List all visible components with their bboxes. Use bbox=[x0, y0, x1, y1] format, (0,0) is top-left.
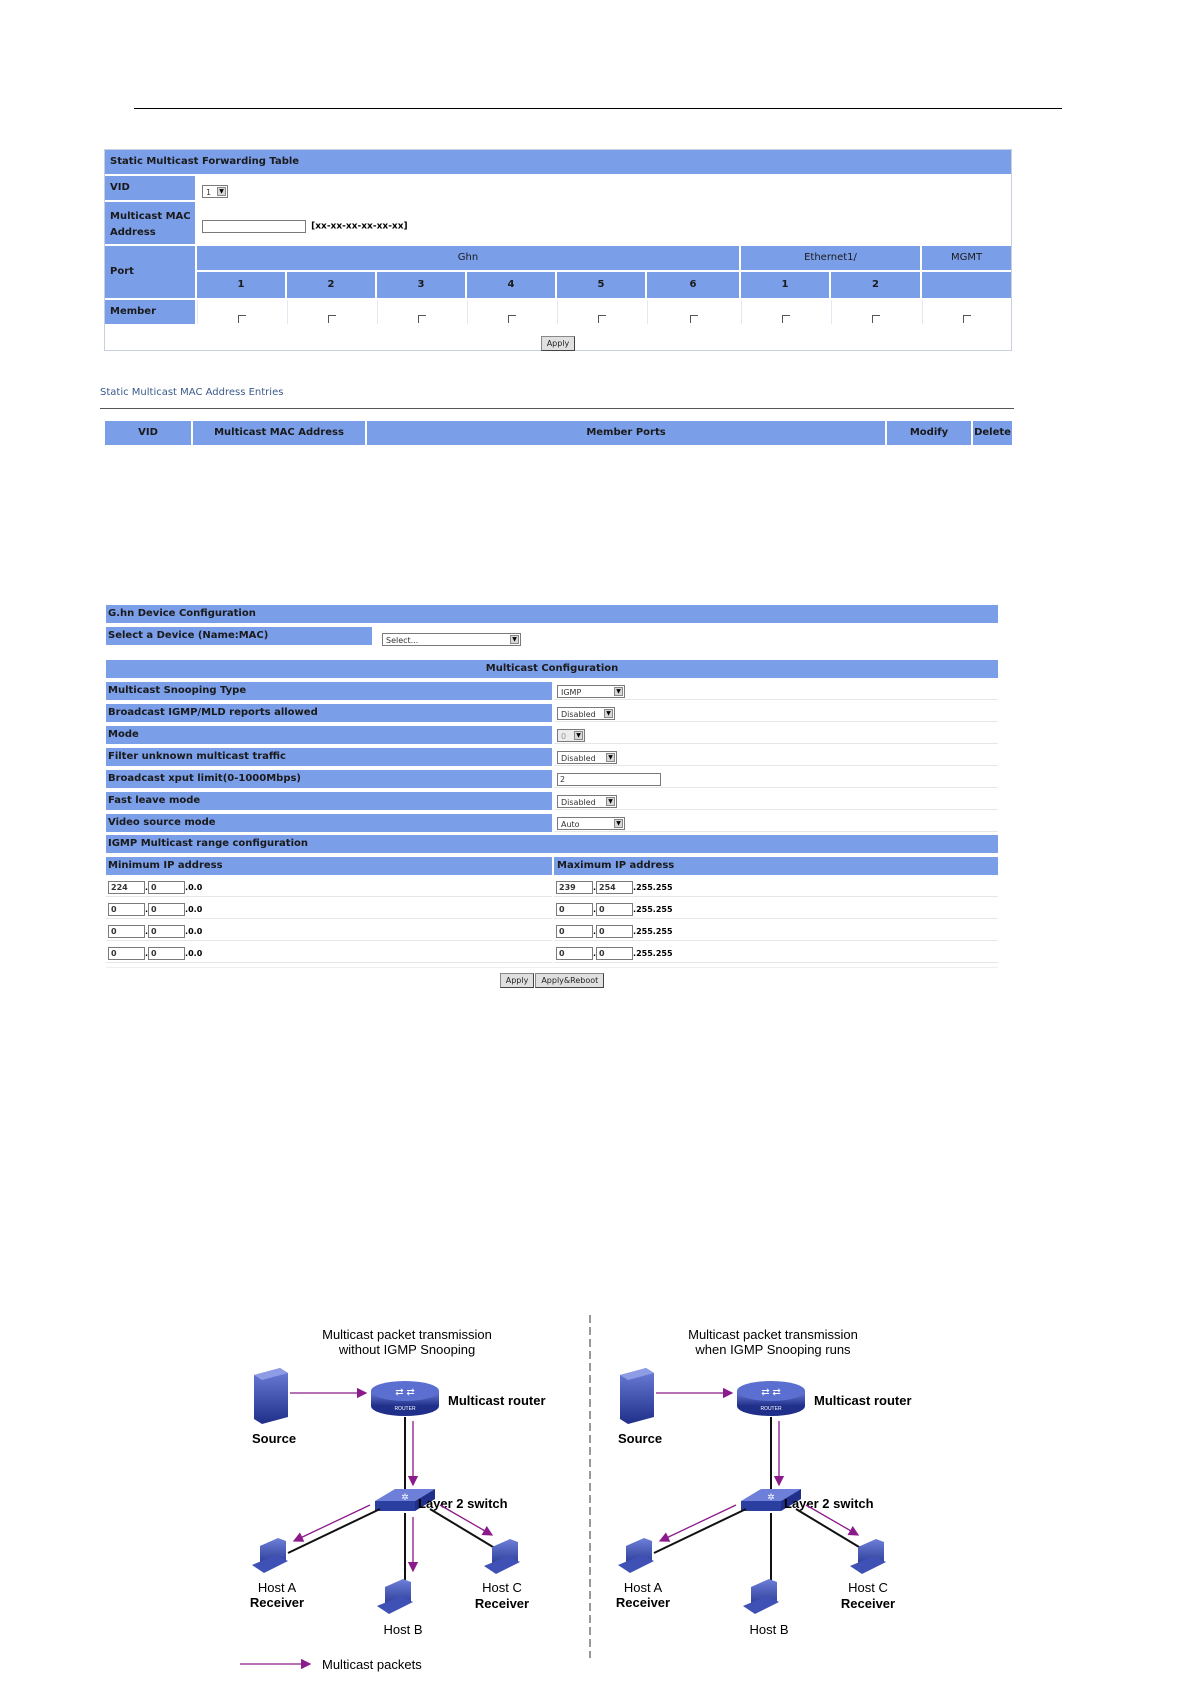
left-router-label: Multicast router bbox=[448, 1393, 546, 1408]
chevron-down-icon: ▼ bbox=[510, 635, 519, 644]
left-hostA-receiver: Receiver bbox=[249, 1595, 305, 1610]
min-ip-octet1-input[interactable]: 0 bbox=[108, 947, 145, 960]
min-ip-octet1-input[interactable]: 0 bbox=[108, 903, 145, 916]
config-select[interactable] bbox=[557, 751, 617, 764]
vid-label: VID bbox=[105, 176, 195, 200]
right-hostA-label: Host A bbox=[623, 1580, 663, 1595]
select-device-value: Select... bbox=[386, 636, 419, 645]
ghn-apply-button[interactable]: Apply bbox=[500, 973, 535, 988]
config-label: Fast leave mode bbox=[106, 792, 552, 810]
member-cell-6 bbox=[741, 300, 829, 324]
config-value-cell bbox=[554, 748, 998, 766]
left-hostA-label: Host A bbox=[257, 1580, 297, 1595]
legend-label: Multicast packets bbox=[322, 1657, 422, 1672]
ip-dot: . bbox=[593, 883, 597, 892]
chevron-down-icon: ▼ bbox=[614, 687, 623, 696]
config-label: Broadcast xput limit(0-1000Mbps) bbox=[106, 770, 552, 788]
right-title-2: when IGMP Snooping runs bbox=[695, 1342, 851, 1357]
col-mac: Multicast MAC Address bbox=[193, 421, 365, 445]
config-label: Mode bbox=[106, 726, 552, 744]
member-label: Member bbox=[105, 300, 195, 324]
right-router-label: Multicast router bbox=[814, 1393, 912, 1408]
ip-dot: . bbox=[145, 905, 149, 914]
mac-address-input[interactable] bbox=[202, 220, 306, 233]
max-ip-cell bbox=[554, 945, 998, 963]
config-value-cell bbox=[554, 814, 998, 832]
chevron-down-icon: ▼ bbox=[606, 753, 615, 762]
config-select-value: Disabled bbox=[561, 798, 596, 807]
max-ip-cell bbox=[554, 879, 998, 897]
group-mgmt: MGMT bbox=[922, 246, 1011, 270]
left-title-1: Multicast packet transmission bbox=[322, 1327, 492, 1342]
panel-title: Static Multicast Forwarding Table bbox=[105, 150, 1011, 174]
right-hostC-label: Host C bbox=[848, 1580, 888, 1595]
config-value-cell bbox=[554, 770, 998, 788]
max-ip-suffix: .255.255 bbox=[633, 905, 673, 914]
host-a-icon bbox=[252, 1538, 288, 1573]
max-ip-octet1-input[interactable]: 0 bbox=[556, 947, 593, 960]
arrow-switch-hostA bbox=[660, 1505, 736, 1541]
min-ip-suffix: .0.0 bbox=[185, 905, 203, 914]
left-hostB-label: Host B bbox=[383, 1622, 423, 1637]
group-ghn: Ghn bbox=[197, 246, 739, 270]
min-ip-suffix: .0.0 bbox=[185, 883, 203, 892]
left-switch-label: Layer 2 switch bbox=[418, 1496, 508, 1511]
link-switch-hostC bbox=[796, 1509, 864, 1550]
min-ip-octet2-input[interactable]: 0 bbox=[148, 881, 185, 894]
config-select-value: Disabled bbox=[561, 754, 596, 763]
member-checkbox-3[interactable] bbox=[508, 315, 516, 323]
multicast-config-header: Multicast Configuration bbox=[106, 660, 998, 678]
max-ip-octet2-input[interactable]: 0 bbox=[596, 925, 633, 938]
config-label: Video source mode bbox=[106, 814, 552, 832]
config-label: Broadcast IGMP/MLD reports allowed bbox=[106, 704, 552, 722]
host-a-icon bbox=[618, 1538, 654, 1573]
igmp-range-header: IGMP Multicast range configuration bbox=[106, 835, 998, 853]
group-ethernet: Ethernet1/ bbox=[741, 246, 920, 270]
page-header-rule bbox=[134, 108, 1062, 109]
config-row bbox=[106, 748, 998, 768]
apply-reboot-button[interactable]: Apply&Reboot bbox=[535, 973, 604, 988]
member-checkbox-4[interactable] bbox=[598, 315, 606, 323]
config-select[interactable] bbox=[557, 817, 625, 830]
host-b-icon bbox=[743, 1579, 779, 1614]
left-hostC-label: Host C bbox=[482, 1580, 522, 1595]
config-row bbox=[106, 770, 998, 790]
min-ip-suffix: .0.0 bbox=[185, 949, 203, 958]
config-select[interactable] bbox=[557, 795, 617, 808]
member-checkbox-7[interactable] bbox=[872, 315, 880, 323]
max-ip-octet1-input[interactable]: 239 bbox=[556, 881, 593, 894]
port-number-8 bbox=[922, 272, 1011, 298]
arrow-switch-hostA bbox=[294, 1505, 370, 1541]
config-value-cell bbox=[554, 726, 998, 744]
router-icon bbox=[371, 1381, 439, 1416]
left-title-2: without IGMP Snooping bbox=[338, 1342, 476, 1357]
mac-format-hint: [xx-xx-xx-xx-xx-xx] bbox=[311, 221, 408, 232]
ip-dot: . bbox=[593, 905, 597, 914]
vid-select[interactable] bbox=[202, 185, 228, 198]
max-ip-cell bbox=[554, 923, 998, 941]
port-number-5: 6 bbox=[647, 272, 739, 298]
port-number-4: 5 bbox=[557, 272, 645, 298]
chevron-down-icon: ▼ bbox=[606, 797, 615, 806]
min-ip-cell bbox=[106, 945, 552, 963]
select-device-label: Select a Device (Name:MAC) bbox=[106, 627, 372, 645]
source-server-icon bbox=[254, 1368, 288, 1424]
ghn-config-title: G.hn Device Configuration bbox=[106, 605, 998, 623]
port-number-0: 1 bbox=[197, 272, 285, 298]
max-ip-suffix: .255.255 bbox=[633, 883, 673, 892]
max-ip-suffix: .255.255 bbox=[633, 927, 673, 936]
vid-cell bbox=[197, 176, 1011, 200]
config-value-cell bbox=[554, 704, 998, 722]
min-ip-octet2-input[interactable]: 0 bbox=[148, 947, 185, 960]
max-ip-octet1-input[interactable]: 0 bbox=[556, 925, 593, 938]
col-modify: Modify bbox=[887, 421, 971, 445]
max-ip-octet2-input[interactable]: 0 bbox=[596, 947, 633, 960]
static-multicast-forwarding-panel bbox=[104, 149, 1012, 351]
member-cell-8 bbox=[922, 300, 1011, 324]
member-checkbox-6[interactable] bbox=[782, 315, 790, 323]
config-select-value: Auto bbox=[561, 820, 580, 829]
max-ip-octet1-input[interactable]: 0 bbox=[556, 903, 593, 916]
ghn-apply-row bbox=[106, 967, 998, 986]
col-vid: VID bbox=[105, 421, 191, 445]
ip-dot: . bbox=[593, 927, 597, 936]
min-ip-octet1-input[interactable]: 0 bbox=[108, 925, 145, 938]
member-checkbox-8[interactable] bbox=[963, 315, 971, 323]
max-ip-octet2-input[interactable]: 0 bbox=[596, 903, 633, 916]
select-device-dropdown[interactable] bbox=[382, 633, 521, 646]
chevron-down-icon: ▼ bbox=[217, 187, 226, 196]
right-switch-label: Layer 2 switch bbox=[784, 1496, 874, 1511]
chevron-down-icon: ▼ bbox=[614, 819, 623, 828]
igmp-snooping-diagram bbox=[230, 1313, 950, 1685]
ip-dot: . bbox=[145, 949, 149, 958]
config-label: Filter unknown multicast traffic bbox=[106, 748, 552, 766]
min-ip-cell bbox=[106, 901, 552, 919]
min-ip-cell bbox=[106, 879, 552, 897]
config-label: Multicast Snooping Type bbox=[106, 682, 552, 700]
mac-label-line2: Address bbox=[110, 227, 156, 238]
config-value-cell bbox=[554, 682, 998, 700]
chevron-down-icon: ▼ bbox=[604, 709, 613, 718]
min-ip-octet2-input[interactable]: 0 bbox=[148, 903, 185, 916]
config-select[interactable] bbox=[557, 707, 615, 720]
svg-text:⇄ ⇄: ⇄ ⇄ bbox=[395, 1387, 415, 1398]
port-number-7: 2 bbox=[831, 272, 920, 298]
min-ip-label: Minimum IP address bbox=[106, 857, 552, 875]
mac-label-line1: Multicast MAC bbox=[110, 211, 191, 222]
member-cell-4 bbox=[557, 300, 645, 324]
xput-limit-input[interactable]: 2 bbox=[557, 773, 661, 786]
col-member-ports: Member Ports bbox=[367, 421, 885, 445]
mac-label bbox=[105, 202, 195, 244]
left-hostC-receiver: Receiver bbox=[474, 1596, 530, 1611]
host-b-icon bbox=[377, 1579, 413, 1614]
router-badge: ROUTER bbox=[394, 1406, 416, 1412]
min-ip-octet2-input[interactable]: 0 bbox=[148, 925, 185, 938]
link-switch-hostA bbox=[654, 1509, 746, 1553]
min-ip-cell bbox=[106, 923, 552, 941]
member-checkbox-1[interactable] bbox=[328, 315, 336, 323]
range-row bbox=[106, 945, 998, 965]
entries-title-rule bbox=[100, 408, 1014, 409]
range-row bbox=[106, 901, 998, 921]
max-ip-suffix: .255.255 bbox=[633, 949, 673, 958]
chevron-down-icon: ▼ bbox=[574, 731, 583, 740]
config-select bbox=[557, 729, 585, 742]
router-badge: ROUTER bbox=[760, 1406, 782, 1412]
config-row bbox=[106, 726, 998, 746]
config-row bbox=[106, 792, 998, 812]
member-cell-1 bbox=[287, 300, 375, 324]
ip-dot: . bbox=[593, 949, 597, 958]
right-hostB-label: Host B bbox=[749, 1622, 789, 1637]
config-select[interactable] bbox=[557, 685, 625, 698]
config-row bbox=[106, 704, 998, 724]
ip-dot: . bbox=[145, 883, 149, 892]
member-cell-7 bbox=[831, 300, 920, 324]
member-cell-3 bbox=[467, 300, 555, 324]
link-switch-hostA bbox=[288, 1509, 380, 1553]
mac-cell bbox=[197, 202, 1011, 244]
ghn-device-config-panel bbox=[106, 605, 998, 985]
member-checkbox-5[interactable] bbox=[690, 315, 698, 323]
diagram-svg bbox=[230, 1313, 950, 1685]
max-ip-octet2-input[interactable]: 254 bbox=[596, 881, 633, 894]
entries-header bbox=[105, 421, 1012, 445]
port-number-1: 2 bbox=[287, 272, 375, 298]
port-number-6: 1 bbox=[741, 272, 829, 298]
port-label: Port bbox=[105, 246, 195, 298]
svg-text:✲: ✲ bbox=[767, 1492, 775, 1502]
col-delete: Delete bbox=[973, 421, 1012, 445]
config-select-value: Disabled bbox=[561, 710, 596, 719]
max-ip-label: Maximum IP address bbox=[554, 857, 998, 875]
select-device-cell bbox=[374, 627, 998, 645]
config-row bbox=[106, 682, 998, 702]
range-row bbox=[106, 879, 998, 899]
entries-title: Static Multicast MAC Address Entries bbox=[100, 387, 284, 398]
apply-row bbox=[105, 326, 1011, 350]
right-source-label: Source bbox=[618, 1431, 663, 1446]
min-ip-suffix: .0.0 bbox=[185, 927, 203, 936]
vid-select-value: 1 bbox=[206, 188, 212, 197]
member-checkbox-2[interactable] bbox=[418, 315, 426, 323]
member-cell-0 bbox=[197, 300, 285, 324]
config-select-value: 0 bbox=[561, 732, 567, 741]
router-icon bbox=[737, 1381, 805, 1416]
right-hostC-receiver: Receiver bbox=[840, 1596, 896, 1611]
apply-button[interactable]: Apply bbox=[541, 336, 576, 351]
member-checkbox-0[interactable] bbox=[238, 315, 246, 323]
svg-text:⇄ ⇄: ⇄ ⇄ bbox=[761, 1387, 781, 1398]
max-ip-cell bbox=[554, 901, 998, 919]
source-server-icon bbox=[620, 1368, 654, 1424]
member-cell-2 bbox=[377, 300, 465, 324]
config-row bbox=[106, 814, 998, 834]
port-number-3: 4 bbox=[467, 272, 555, 298]
ip-dot: . bbox=[145, 927, 149, 936]
port-number-2: 3 bbox=[377, 272, 465, 298]
right-hostA-receiver: Receiver bbox=[615, 1595, 671, 1610]
left-source-label: Source bbox=[252, 1431, 297, 1446]
config-select-value: IGMP bbox=[561, 688, 582, 697]
min-ip-octet1-input[interactable]: 224 bbox=[108, 881, 145, 894]
link-switch-hostC bbox=[430, 1509, 498, 1550]
svg-text:✲: ✲ bbox=[401, 1492, 409, 1502]
right-title-1: Multicast packet transmission bbox=[688, 1327, 858, 1342]
member-cell-5 bbox=[647, 300, 739, 324]
range-row bbox=[106, 923, 998, 943]
config-value-cell bbox=[554, 792, 998, 810]
